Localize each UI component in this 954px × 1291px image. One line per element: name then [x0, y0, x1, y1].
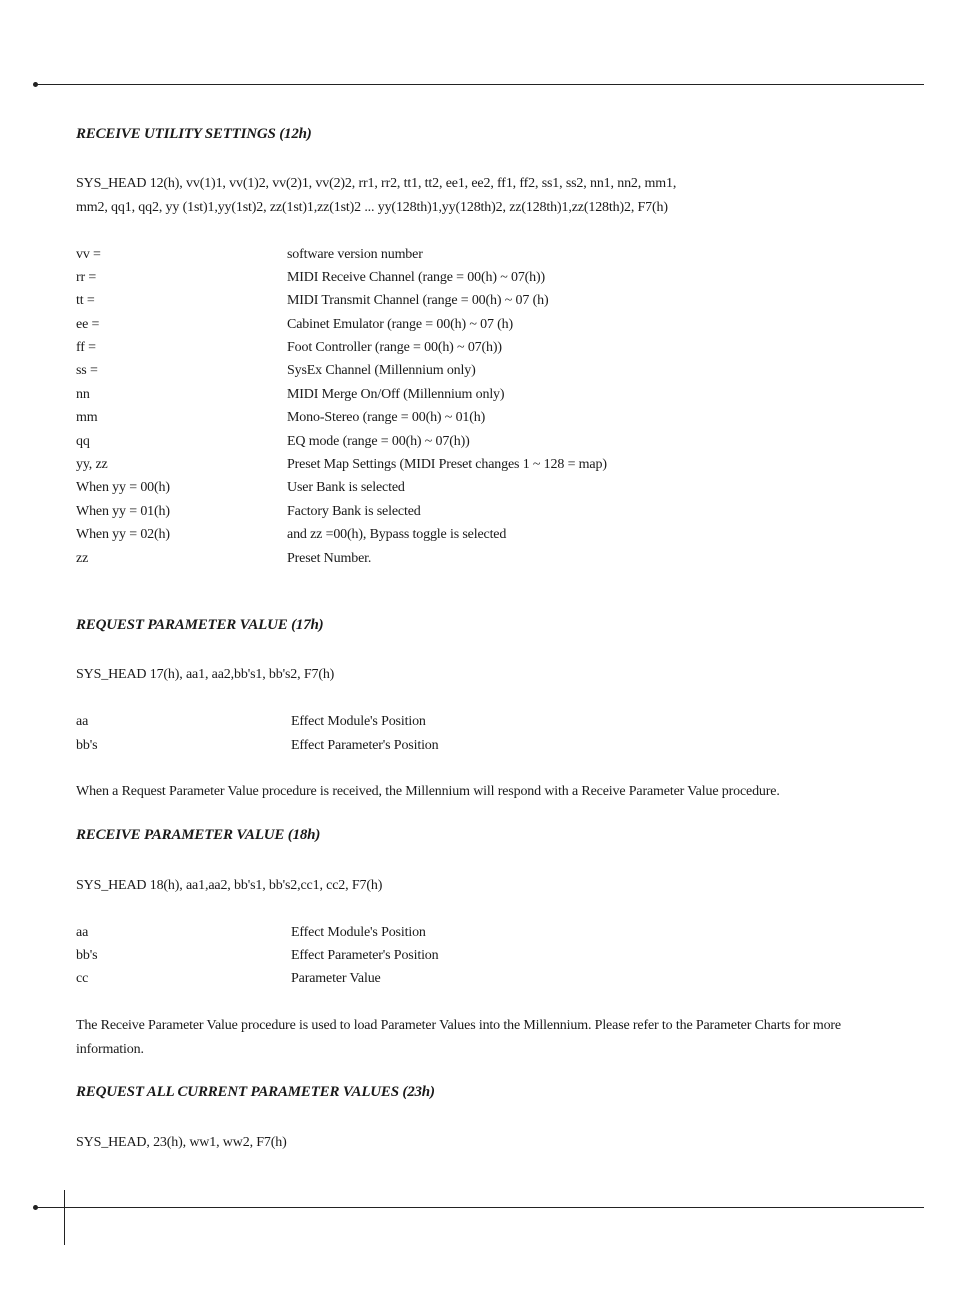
- note-paragraph: When a Request Parameter Value procedure is received, the Millennium will respond with a Receive Parameter Value procedure.: [76, 784, 780, 799]
- param-desc: and zz =00(h), Bypass toggle is selected: [287, 527, 507, 542]
- param-name: qq: [76, 434, 90, 449]
- param-name: bb's: [76, 948, 98, 963]
- param-desc: Cabinet Emulator (range = 00(h) ~ 07 (h): [287, 317, 514, 332]
- param-name: bb's: [76, 738, 98, 753]
- top-rule: [36, 84, 924, 85]
- heading-receive-parameter-value: RECEIVE PARAMETER VALUE (18h): [76, 827, 321, 843]
- param-name: nn: [76, 387, 90, 402]
- param-desc: Effect Parameter's Position: [291, 738, 439, 753]
- bottom-rule: [36, 1207, 924, 1208]
- param-desc: EQ mode (range = 00(h) ~ 07(h)): [287, 434, 470, 449]
- bottom-margin-line: [64, 1190, 65, 1245]
- param-desc: SysEx Channel (Millennium only): [287, 363, 476, 378]
- syntax-line-2: mm2, qq1, qq2, yy (1st)1,yy(1st)2, zz(1st)1,zz(1st)2 ... yy(128th)1,yy(128th)2, zz(128th)1,zz(128th)2, F7(h): [76, 200, 668, 215]
- param-name: mm: [76, 410, 98, 425]
- syntax-line: SYS_HEAD 17(h), aa1, aa2,bb's1, bb's2, F7(h): [76, 667, 335, 682]
- heading-request-parameter-value: REQUEST PARAMETER VALUE (17h): [76, 617, 324, 633]
- param-desc: Mono-Stereo (range = 00(h) ~ 01(h): [287, 410, 486, 425]
- heading-receive-utility-settings: RECEIVE UTILITY SETTINGS (12h): [76, 126, 312, 142]
- param-name: ff =: [76, 340, 96, 355]
- param-desc: MIDI Transmit Channel (range = 00(h) ~ 07 (h): [287, 293, 549, 308]
- param-desc: Foot Controller (range = 00(h) ~ 07(h)): [287, 340, 502, 355]
- param-desc: Effect Module's Position: [291, 714, 426, 729]
- param-name: ee =: [76, 317, 100, 332]
- param-name: aa: [76, 714, 89, 729]
- param-name: cc: [76, 971, 89, 986]
- param-desc: Parameter Value: [291, 971, 381, 986]
- param-desc: Factory Bank is selected: [287, 504, 421, 519]
- note-paragraph-line-2: information.: [76, 1042, 144, 1057]
- param-name: When yy = 01(h): [76, 504, 170, 519]
- param-name: ss =: [76, 363, 98, 378]
- param-name: rr =: [76, 270, 97, 285]
- param-name: When yy = 00(h): [76, 480, 170, 495]
- syntax-line-1: SYS_HEAD 12(h), vv(1)1, vv(1)2, vv(2)1, vv(2)2, rr1, rr2, tt1, tt2, ee1, ee2, ff1, ff2, ss1, ss2, nn1, nn2, mm1,: [76, 176, 677, 191]
- param-name: zz: [76, 551, 89, 566]
- param-desc: User Bank is selected: [287, 480, 405, 495]
- bottom-rule-dot: [33, 1205, 38, 1210]
- param-desc: Preset Map Settings (MIDI Preset changes 1 ~ 128 = map): [287, 457, 607, 472]
- syntax-line: SYS_HEAD, 23(h), ww1, ww2, F7(h): [76, 1135, 287, 1150]
- param-name: vv =: [76, 247, 101, 262]
- syntax-line: SYS_HEAD 18(h), aa1,aa2, bb's1, bb's2,cc1, cc2, F7(h): [76, 878, 383, 893]
- param-desc: software version number: [287, 247, 423, 262]
- param-name: When yy = 02(h): [76, 527, 170, 542]
- param-desc: MIDI Receive Channel (range = 00(h) ~ 07(h)): [287, 270, 546, 285]
- param-desc: MIDI Merge On/Off (Millennium only): [287, 387, 505, 402]
- heading-request-all-current-parameter-values: REQUEST ALL CURRENT PARAMETER VALUES (23h): [76, 1084, 435, 1100]
- param-desc: Effect Module's Position: [291, 925, 426, 940]
- note-paragraph-line-1: The Receive Parameter Value procedure is used to load Parameter Values into the Millennium. Please refer to the Parameter Charts for more: [76, 1018, 841, 1033]
- top-rule-dot: [33, 82, 38, 87]
- param-desc: Preset Number.: [287, 551, 372, 566]
- param-desc: Effect Parameter's Position: [291, 948, 439, 963]
- param-name: tt =: [76, 293, 95, 308]
- param-name: aa: [76, 925, 89, 940]
- param-name: yy, zz: [76, 457, 108, 472]
